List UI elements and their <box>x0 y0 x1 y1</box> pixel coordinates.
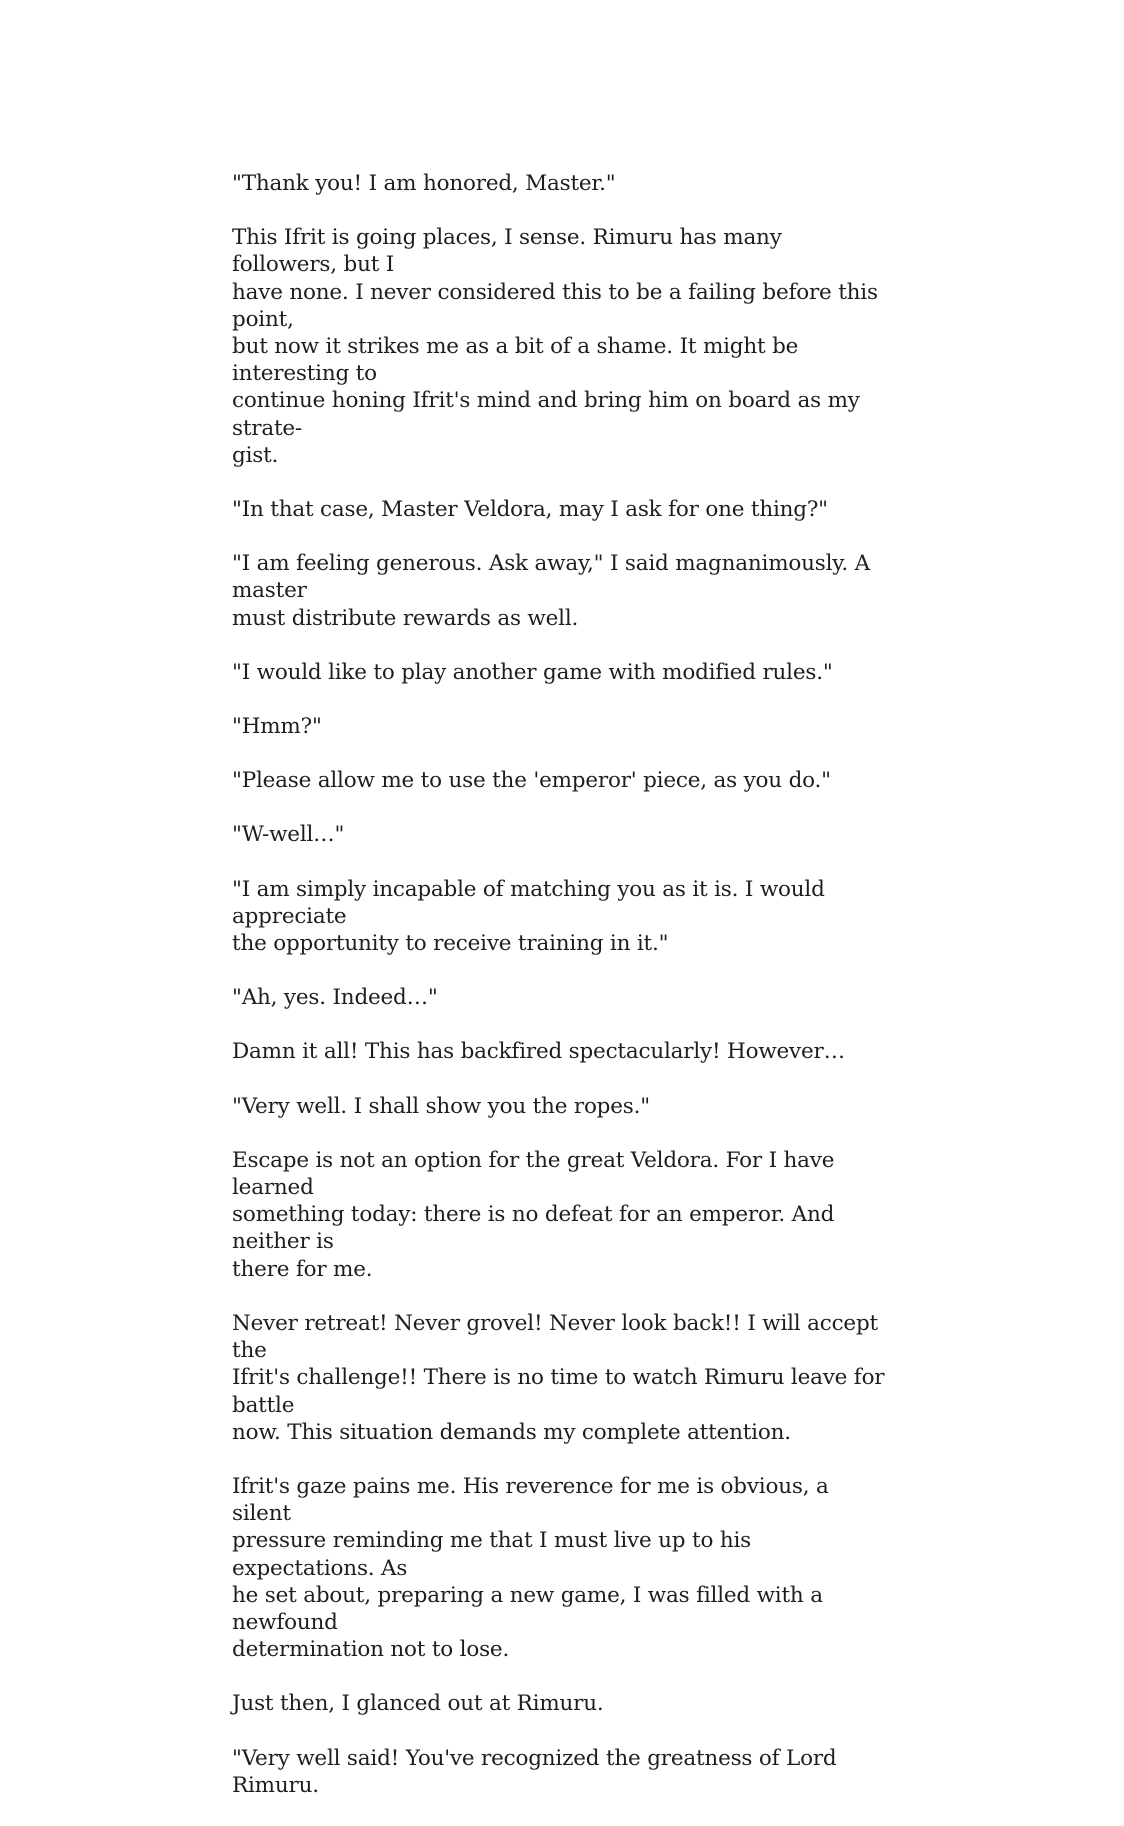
paragraph: "Thank you! I am honored, Master." <box>232 171 616 196</box>
paragraph: "I am simply incapable of matching you as it is. I would appreciate the opportunity to receive training in it." <box>232 876 825 957</box>
paragraph: This Ifrit is going places, I sense. Rimuru has many followers, but I have none. I never considered this to be a failing before this point, but now it strikes me as a bit of a shame. It might be interesting to continue honing Ifrit's mind and bring him on board as my strate- gist. <box>232 225 878 468</box>
paragraph: "Please allow me to use the 'emperor' piece, as you do." <box>232 768 831 794</box>
paragraph: Never retreat! Never grovel! Never look back!! I will accept the Ifrit's challenge!! There is no time to watch Rimuru leave for battle now. This situation demands my complete attention. <box>232 1310 885 1445</box>
paragraph: Escape is not an option for the great Veldora. For I have learned something today: there is no defeat for an emperor. And neither is there for me. <box>232 1147 835 1282</box>
paragraph: "In that case, Master Veldora, may I ask for one thing?" <box>232 497 828 523</box>
paragraph: Damn it all! This has backfired spectacularly! However… <box>232 1039 845 1065</box>
text-column <box>232 170 892 1826</box>
paragraph: "I am feeling generous. Ask away," I said magnanimously. A master must distribute rewards as well. <box>232 551 870 631</box>
paragraph: "Hmm?" <box>232 714 322 740</box>
paragraph: "W-well…" <box>232 822 345 848</box>
paragraph: Just then, I glanced out at Rimuru. <box>232 1691 604 1717</box>
paragraph: "Ah, yes. Indeed…" <box>232 985 438 1011</box>
paragraph: "I would like to play another game with modified rules." <box>232 659 833 685</box>
paragraph: "Very well said! You've recognized the greatness of Lord Rimuru. <box>232 1745 837 1798</box>
paragraph: "Very well. I shall show you the ropes." <box>232 1093 650 1119</box>
paragraph: Ifrit's gaze pains me. His reverence for me is obvious, a silent pressure reminding me that I must live up to his expectations. As he set about, preparing a new game, I was filled with a newfound determination not to lose. <box>232 1473 829 1663</box>
